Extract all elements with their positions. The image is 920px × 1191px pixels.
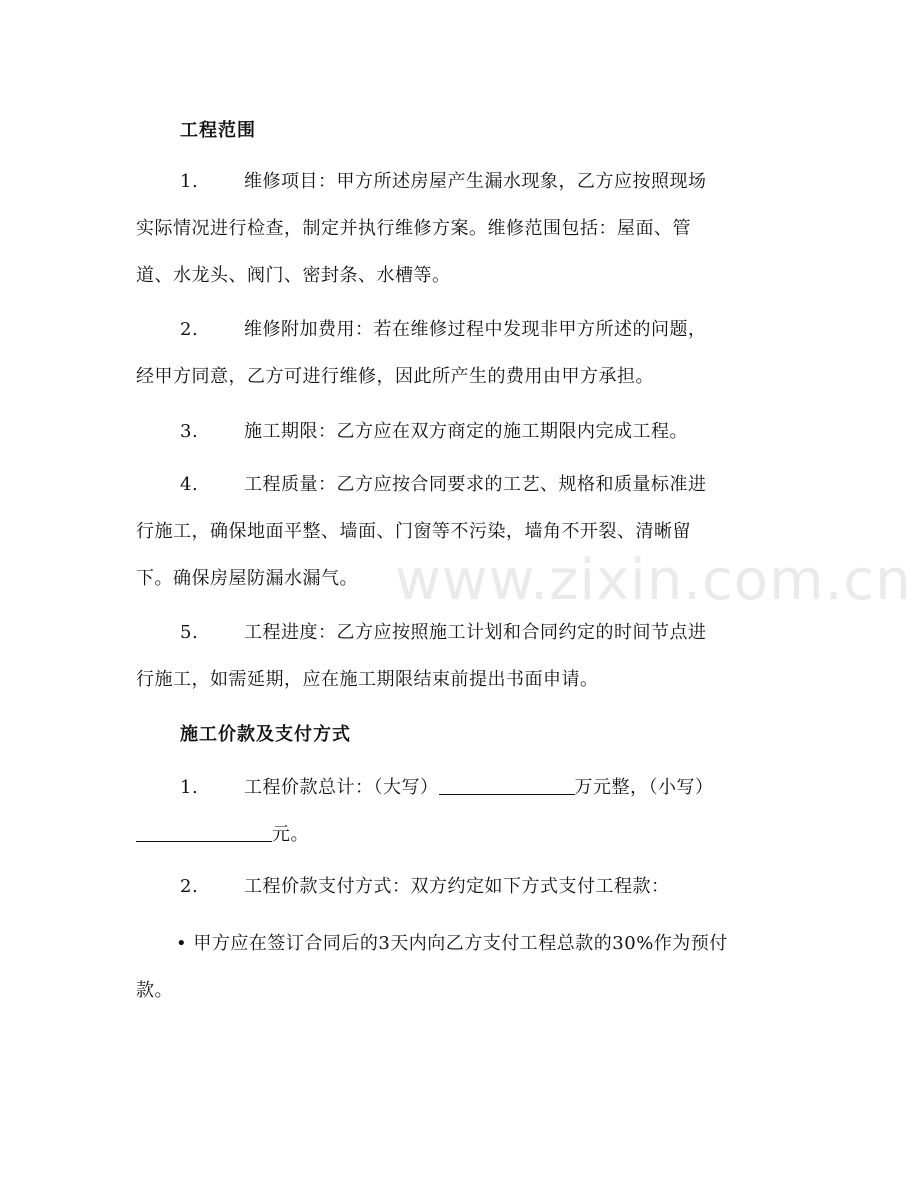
item-text: 工程质量：乙方应按合同要求的工艺、规格和质量标准进 — [244, 474, 707, 495]
section-heading-scope: 工程范围 — [180, 120, 256, 141]
item-text: 工程价款总计：（大写） — [244, 777, 439, 798]
watermark: www.zixin.com.cn — [395, 548, 912, 613]
payment-total-item — [136, 764, 776, 858]
bullet-item — [136, 920, 776, 1014]
item-text: 元。 — [272, 824, 309, 845]
amount-uppercase-blank[interactable] — [439, 774, 575, 795]
item-text: 行施工，确保地面平整、墙面、门窗等不污染，墙角不开裂、清晰留 — [136, 521, 691, 542]
item-number: 5. — [180, 622, 199, 643]
item-number: 1. — [180, 777, 199, 798]
item-text: 工程价款支付方式：双方约定如下方式支付工程款： — [244, 876, 670, 897]
item-text: 经甲方同意，乙方可进行维修，因此所产生的费用由甲方承担。 — [136, 366, 654, 387]
item-number: 2. — [180, 876, 199, 897]
list-item-5 — [136, 609, 776, 703]
list-item-2 — [136, 306, 776, 400]
item-text: 实际情况进行检查，制定并执行维修方案。维修范围包括：屋面、管 — [136, 218, 691, 239]
item-number: 3. — [180, 421, 199, 442]
item-text: 万元整，（小写） — [574, 777, 714, 798]
item-text: 道、水龙头、阀门、密封条、水槽等。 — [136, 265, 451, 286]
item-text: 工程进度：乙方应按照施工计划和合同约定的时间节点进 — [244, 622, 707, 643]
item-number: 2. — [180, 319, 199, 340]
item-text: 维修附加费用：若在维修过程中发现非甲方所述的问题， — [244, 319, 707, 340]
list-item-1 — [136, 158, 776, 299]
payment-method-item — [136, 863, 776, 910]
list-item-4 — [136, 461, 776, 602]
item-text: 行施工，如需延期，应在施工期限结束前提出书面申请。 — [136, 669, 599, 690]
item-number: 4. — [180, 474, 199, 495]
bullet-text: • 甲方应在签订合同后的3天内向乙方支付工程总款的30%作为预付 — [176, 933, 728, 954]
item-text: 维修项目：甲方所述房屋产生漏水现象，乙方应按照现场 — [244, 171, 707, 192]
amount-lowercase-blank[interactable] — [136, 821, 272, 842]
section-heading-payment: 施工价款及支付方式 — [180, 724, 351, 745]
item-text: 施工期限：乙方应在双方商定的施工期限内完成工程。 — [244, 421, 688, 442]
item-number: 1. — [180, 171, 199, 192]
item-text: 下。确保房屋防漏水漏气。 — [136, 568, 358, 589]
list-item-3 — [136, 408, 776, 455]
bullet-text: 款。 — [136, 980, 173, 1001]
